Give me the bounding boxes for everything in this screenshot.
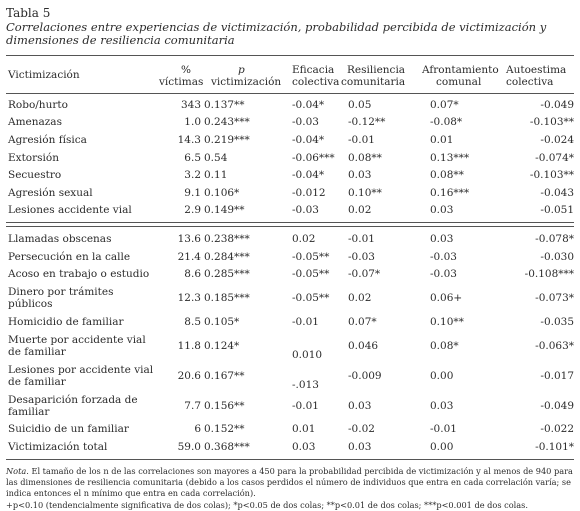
cell-afrontamiento-comunal: 0.03: [430, 232, 454, 245]
header-resiliencia-line2: comunitaria: [341, 76, 406, 88]
cell-autoestima-colectiva: -0.103**: [529, 116, 574, 129]
cell-eficacia-colectiva: 0.03: [292, 440, 316, 453]
cell-p-victimizacion: 0.285***: [204, 268, 250, 281]
cell-p-victimizacion: 0.156**: [204, 399, 245, 412]
cell-afrontamiento-comunal: 0.13***: [430, 151, 470, 164]
cell-afrontamiento-comunal: 0.08*: [430, 339, 459, 352]
cell-eficacia-colectiva: -0.04*: [292, 169, 325, 182]
cell-eficacia-colectiva: -0.03: [292, 116, 319, 129]
cell-resiliencia-comunitaria: -0.01: [348, 232, 375, 245]
cell-pct-victimas: 6: [194, 423, 201, 436]
cell-pct-victimas: 13.6: [177, 232, 201, 245]
cell-p-victimizacion: 0.105*: [204, 315, 240, 328]
row-label: Extorsión: [8, 151, 59, 164]
table-label: Tabla 5: [6, 6, 51, 20]
header-pct-line2: víctimas: [159, 76, 204, 88]
cell-autoestima-colectiva: -0.035: [540, 315, 574, 328]
cell-p-victimizacion: 0.368***: [204, 440, 250, 453]
cell-pct-victimas: 21.4: [177, 250, 201, 263]
table-container: [6, 6, 574, 511]
row-label: Homicidio de familiar: [8, 315, 124, 328]
group-rule-2: [6, 226, 574, 227]
cell-afrontamiento-comunal: 0.03: [430, 204, 454, 217]
cell-autoestima-colectiva: -0.078*: [535, 232, 574, 245]
header-victimizacion: Victimización: [8, 69, 80, 81]
cell-autoestima-colectiva: -0.108***: [524, 268, 574, 281]
cell-afrontamiento-comunal: -0.01: [430, 423, 457, 436]
cell-pct-victimas: 2.9: [184, 204, 201, 217]
cell-resiliencia-comunitaria: -0.03: [348, 250, 375, 263]
cell-autoestima-colectiva: -0.030: [540, 250, 574, 263]
cell-eficacia-colectiva: -0.05**: [292, 291, 330, 304]
cell-autoestima-colectiva: -0.022: [540, 423, 574, 436]
cell-p-victimizacion: 0.185***: [204, 291, 250, 304]
cell-p-victimizacion: 0.284***: [204, 250, 250, 263]
cell-p-victimizacion: 0.149**: [204, 204, 245, 217]
cell-p-victimizacion: 0.54: [204, 151, 228, 164]
cell-afrontamiento-comunal: 0.03: [430, 399, 454, 412]
cell-p-victimizacion: 0.238***: [204, 232, 250, 245]
cell-p-victimizacion: 0.11: [204, 169, 228, 182]
cell-afrontamiento-comunal: -0.08*: [430, 116, 463, 129]
cell-p-victimizacion: 0.106*: [204, 186, 240, 199]
row-label: Desaparición forzada de familiar: [8, 393, 138, 418]
row-label: Dinero por trámites públicos: [8, 285, 114, 310]
cell-afrontamiento-comunal: -0.03: [430, 268, 457, 281]
cell-resiliencia-comunitaria: 0.08**: [348, 151, 382, 164]
table-row: [6, 283, 574, 313]
row-label: Llamadas obscenas: [8, 232, 112, 245]
row-label: Suicidio de un familiar: [8, 423, 129, 436]
header-pct: %: [181, 64, 191, 76]
cell-p-victimizacion: 0.124*: [204, 339, 240, 352]
cell-afrontamiento-comunal: 0.00: [430, 369, 454, 382]
row-label: Agresión física: [8, 133, 87, 146]
cell-afrontamiento-comunal: 0.06+: [430, 291, 463, 304]
row-label: Amenazas: [8, 116, 62, 129]
header-eficacia: Eficacia: [292, 64, 335, 76]
cell-p-victimizacion: 0.243***: [204, 116, 250, 129]
row-label: Acoso en trabajo o estudio: [8, 268, 150, 281]
cell-pct-victimas: 11.8: [177, 339, 201, 352]
table-row: [6, 96, 574, 114]
cell-resiliencia-comunitaria: 0.07*: [348, 315, 377, 328]
cell-eficacia-colectiva: -0.012: [292, 186, 326, 199]
cell-resiliencia-comunitaria: -0.07*: [348, 268, 381, 281]
cell-autoestima-colectiva: -0.101*: [535, 440, 574, 453]
table-row: [6, 438, 574, 456]
cell-resiliencia-comunitaria: 0.046: [348, 339, 379, 352]
cell-autoestima-colectiva: -0.073*: [535, 291, 574, 304]
cell-autoestima-colectiva: -0.017: [540, 369, 574, 382]
row-label: Robo/hurto: [8, 98, 68, 111]
header-afrontamiento: Afrontamiento: [422, 64, 499, 76]
cell-eficacia-colectiva: -0.05**: [292, 268, 330, 281]
table-row: [6, 149, 574, 167]
table-group-1: [6, 96, 574, 219]
cell-resiliencia-comunitaria: -0.01: [348, 133, 375, 146]
cell-afrontamiento-comunal: 0.00: [430, 440, 454, 453]
header-afrontamiento-line2: comunal: [436, 76, 482, 88]
cell-afrontamiento-comunal: -0.03: [430, 250, 457, 263]
header-p: p: [238, 64, 245, 76]
cell-resiliencia-comunitaria: -0.12**: [348, 116, 386, 129]
cell-afrontamiento-comunal: 0.16***: [430, 186, 470, 199]
cell-pct-victimas: 12.3: [177, 291, 201, 304]
header-resiliencia: Resiliencia: [347, 64, 406, 76]
cell-pct-victimas: 1.0: [184, 116, 201, 129]
table-header: [6, 63, 574, 93]
cell-eficacia-colectiva: -0.04*: [292, 98, 325, 111]
row-label: Agresión sexual: [8, 186, 93, 199]
table-row: [6, 202, 574, 220]
cell-resiliencia-comunitaria: 0.03: [348, 440, 372, 453]
cell-resiliencia-comunitaria: 0.05: [348, 98, 372, 111]
top-rule: [6, 55, 574, 56]
cell-afrontamiento-comunal: 0.01: [430, 133, 454, 146]
cell-afrontamiento-comunal: 0.07*: [430, 98, 459, 111]
cell-afrontamiento-comunal: 0.08**: [430, 169, 464, 182]
table-row: [6, 421, 574, 439]
header-p-line2: victimización: [211, 76, 282, 88]
table-row: [6, 166, 574, 184]
table-row: [6, 230, 574, 248]
cell-eficacia-colectiva: -0.01: [292, 399, 319, 412]
header-rule: [6, 93, 574, 94]
cell-eficacia-colectiva: -0.04*: [292, 133, 325, 146]
header-autoestima-line2: colectiva: [506, 76, 554, 88]
cell-pct-victimas: 9.1: [184, 186, 201, 199]
cell-resiliencia-comunitaria: -0.02: [348, 423, 375, 436]
cell-autoestima-colectiva: -0.074*: [535, 151, 574, 164]
cell-p-victimizacion: 0.137**: [204, 98, 245, 111]
cell-resiliencia-comunitaria: 0.02: [348, 204, 372, 217]
cell-eficacia-colectiva: 0.010: [292, 348, 323, 361]
cell-autoestima-colectiva: -0.049: [540, 98, 574, 111]
cell-resiliencia-comunitaria: 0.02: [348, 291, 372, 304]
table-row: [6, 184, 574, 202]
cell-eficacia-colectiva: 0.02: [292, 232, 316, 245]
cell-autoestima-colectiva: -0.049: [540, 399, 574, 412]
cell-pct-victimas: 8.6: [184, 268, 201, 281]
row-label: Victimización total: [8, 440, 108, 453]
cell-resiliencia-comunitaria: 0.03: [348, 399, 372, 412]
cell-eficacia-colectiva: -0.01: [292, 315, 319, 328]
significance-note: +p<0.10 (tendencialmente significativa de dos colas); *p<0.05 de dos colas; **p<0.01 de dos colas; ***p<0.001 de dos colas.: [6, 499, 528, 510]
cell-eficacia-colectiva: -0.03: [292, 204, 319, 217]
table-row: [6, 361, 574, 391]
table-notes: [6, 466, 574, 511]
cell-afrontamiento-comunal: 0.10**: [430, 315, 464, 328]
cell-p-victimizacion: 0.219***: [204, 133, 250, 146]
cell-autoestima-colectiva: -0.051: [540, 204, 574, 217]
cell-p-victimizacion: 0.152**: [204, 423, 245, 436]
cell-autoestima-colectiva: -0.043: [540, 186, 574, 199]
row-label: Secuestro: [8, 169, 62, 182]
header-autoestima: Autoestima: [506, 64, 567, 76]
cell-eficacia-colectiva: -0.05**: [292, 250, 330, 263]
bottom-rule: [6, 459, 574, 460]
cell-pct-victimas: 20.6: [177, 369, 201, 382]
table-title: Correlaciones entre experiencias de victimización, probabilidad percibida de victimización y dimensiones de resiliencia comunitaria: [6, 20, 547, 47]
table-row: [6, 248, 574, 266]
cell-resiliencia-comunitaria: 0.03: [348, 169, 372, 182]
table-row: [6, 331, 574, 361]
cell-resiliencia-comunitaria: 0.10**: [348, 186, 382, 199]
row-label: Persecución en la calle: [8, 250, 131, 263]
cell-eficacia-colectiva: -.013: [292, 378, 319, 391]
cell-pct-victimas: 7.7: [184, 399, 201, 412]
cell-eficacia-colectiva: 0.01: [292, 423, 316, 436]
table-row: [6, 265, 574, 283]
note-paragraph: Nota. El tamaño de los n de las correlaciones son mayores a 450 para la probabilidad percibida de victimización y al menos de 940 para las dimensiones de resiliencia comunitaria (debido a los casos perdidos el número de individuos que entra en cada correlación varía; se indica entonces el n mínimo que entra en cada correlación).: [6, 465, 573, 498]
cell-pct-victimas: 6.5: [184, 151, 201, 164]
row-label: Lesiones por accidente vial de familiar: [8, 363, 154, 388]
cell-p-victimizacion: 0.167**: [204, 369, 245, 382]
cell-pct-victimas: 59.0: [177, 440, 201, 453]
cell-pct-victimas: 14.3: [177, 133, 201, 146]
cell-resiliencia-comunitaria: -0.009: [348, 369, 382, 382]
table-row: [6, 391, 574, 421]
cell-autoestima-colectiva: -0.063*: [535, 339, 574, 352]
cell-pct-victimas: 3.2: [184, 169, 201, 182]
cell-autoestima-colectiva: -0.103**: [529, 169, 574, 182]
group-rule-1: [6, 222, 574, 223]
cell-autoestima-colectiva: -0.024: [540, 133, 574, 146]
row-label: Muerte por accidente vial de familiar: [8, 333, 146, 358]
table-group-2: [6, 230, 574, 456]
table-row: [6, 114, 574, 132]
table-row: [6, 131, 574, 149]
cell-pct-victimas: 343: [180, 98, 201, 111]
row-label: Lesiones accidente vial: [8, 204, 132, 217]
cell-pct-victimas: 8.5: [184, 315, 201, 328]
table-row: [6, 313, 574, 331]
cell-eficacia-colectiva: -0.06***: [292, 151, 335, 164]
header-eficacia-line2: colectiva: [292, 76, 340, 88]
